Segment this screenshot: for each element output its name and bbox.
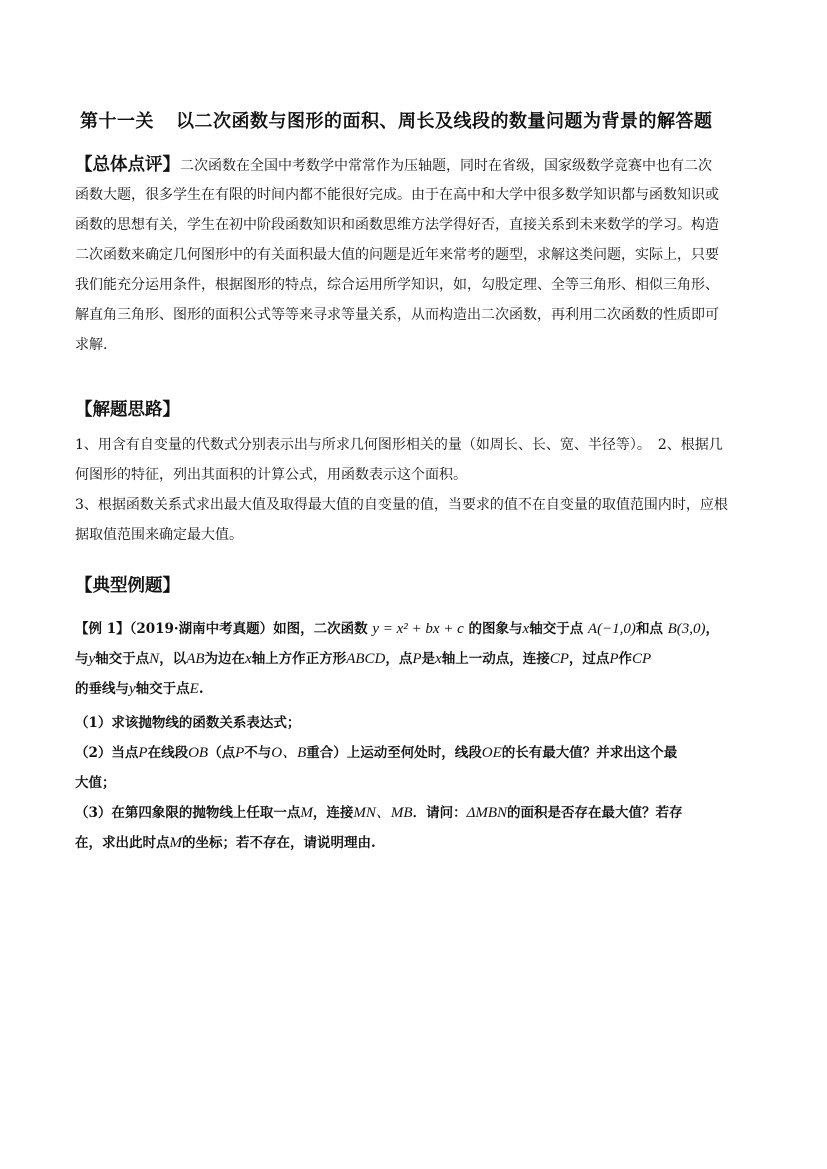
example-text: 轴交于点 [95, 651, 150, 667]
example-text: 轴交于点 [529, 621, 584, 637]
example-text: . [198, 681, 204, 697]
example-text: 在线段 [147, 745, 189, 761]
question-1: （1）求该抛物线的函数关系表达式； [75, 715, 301, 731]
overview-section [75, 150, 755, 360]
example-text: （2）当点 [75, 745, 139, 761]
overview-line: 求解. [75, 337, 108, 353]
example-text: 的图象与 [468, 621, 523, 637]
question-3 [75, 798, 765, 828]
title-topic: 以二次函数与图形的面积、周长及线段的数量问题为背景的解答题 [176, 111, 713, 132]
approach-heading: 【解题思路】 [75, 400, 180, 420]
approach-line: 据取值范围来确定最大值。 [75, 527, 243, 543]
math-var: OB [188, 745, 209, 761]
approach-section [75, 430, 755, 550]
math-var: P [609, 651, 619, 667]
example-tag: 【例 1】 [75, 621, 130, 637]
example-text: 轴上方作正方形 [251, 651, 347, 667]
math-var: M [300, 805, 313, 821]
overview-line: 二次函数来确定几何图形中的有关面积最大值的问题是近年来常考的题型，求解这类问题，实际上，只要 [75, 247, 719, 263]
example-text: 轴上一动点，连接 [441, 651, 550, 667]
overview-line: 二次函数在全国中考数学中常常作为压轴题，同时在省级，国家级数学竞赛中也有二次 [180, 158, 712, 174]
example-source: （2019·湖南中考真题） [129, 621, 274, 637]
math-var: P [412, 651, 422, 667]
example-text: 是 [421, 651, 436, 667]
example-text: 的面积是否存在最大值？若存 [507, 805, 683, 821]
math-var: P [138, 745, 148, 761]
point-a: A(−1,0) [587, 621, 636, 637]
math-var: O、B [271, 745, 307, 761]
overview-line: 函数的思想有关，学生在初中阶段函数知识和函数思维方法学得好否，直接关系到未来数学的学习。构造 [75, 217, 719, 233]
overview-line: 函数大题，很多学生在有限的时间内都不能很好完成。由于在高中和大学中很多数学知识都与函数知识或 [75, 187, 719, 203]
approach-line: 1、用含有自变量的代数式分别表示出与所求几何图形相关的量（如周长、长、宽、半径等）。 2、根据几 [75, 437, 723, 453]
math-var: x [245, 651, 252, 667]
math-var: x [435, 651, 442, 667]
equation: y = x² + bx + c [372, 621, 464, 637]
math-var: y [129, 681, 136, 697]
example-text: （点 [208, 745, 236, 761]
overview-line: 解直角三角形、图形的面积公式等等来寻求等量关系，从而构造出二次函数，再利用二次函数的性质即可 [75, 307, 719, 323]
approach-line: 3、根据函数关系式求出最大值及取得最大值的自变量的值，当要求的值不在自变量的取值范围内时，应根 [75, 497, 728, 513]
math-var: x [522, 621, 530, 637]
example-text: 的坐标；若不存在，请说明理由. [182, 835, 376, 851]
example-text: ，过点 [568, 651, 610, 667]
example-text: ， [705, 621, 720, 637]
example-text: 和点 [635, 621, 663, 637]
example-text: 不与 [244, 745, 272, 761]
example-text: 与 [75, 651, 89, 667]
math-var: E [189, 681, 199, 697]
page-title [80, 107, 780, 133]
math-var: N [149, 651, 160, 667]
example-text: 重合）上运动至何处时，线段 [306, 745, 482, 761]
math-var: ABCD [346, 651, 386, 667]
overview-line: 我们能充分运用条件，根据图形的特点，综合运用所学知识，如，勾股定理、全等三角形、相似三角形、 [75, 277, 719, 293]
math-var: CP [632, 651, 652, 667]
math-var: P [235, 745, 245, 761]
question-2 [75, 738, 765, 768]
example-text: 作 [618, 651, 633, 667]
example-text: 如图，二次函数 [273, 621, 368, 637]
example-text: （3）在第四象限的抛物线上任取一点 [75, 805, 301, 821]
example-text: ，以 [159, 651, 187, 667]
math-var: y [88, 651, 96, 667]
math-var: AB [186, 651, 205, 667]
math-var: OE [481, 745, 502, 761]
example-text: 为边在 [204, 651, 246, 667]
math-var: CP [549, 651, 569, 667]
example-text: ，点 [385, 651, 413, 667]
example-text: ．请问： [412, 805, 467, 821]
math-var: ΔMBN [466, 805, 508, 821]
example-1 [75, 614, 765, 858]
examples-heading: 【典型例题】 [75, 576, 180, 596]
overview-heading: 【总体点评】 [75, 155, 180, 175]
example-text: 的长有最大值？并求出这个最 [501, 745, 678, 761]
point-b: B(3,0) [667, 621, 706, 637]
math-var: MN、MB [353, 805, 413, 821]
example-text: ，连接 [312, 805, 354, 821]
example-text: 轴交于点 [135, 681, 190, 697]
title-level: 第十一关 [80, 111, 154, 132]
example-text: 的垂线与 [75, 681, 129, 697]
approach-line: 何图形的特征，列出其面积的计算公式，用函数表示这个面积。 [75, 467, 467, 483]
example-text: 在，求出此时点 [75, 835, 170, 851]
math-var: M [169, 835, 182, 851]
question-2-cont: 大值； [75, 775, 116, 791]
